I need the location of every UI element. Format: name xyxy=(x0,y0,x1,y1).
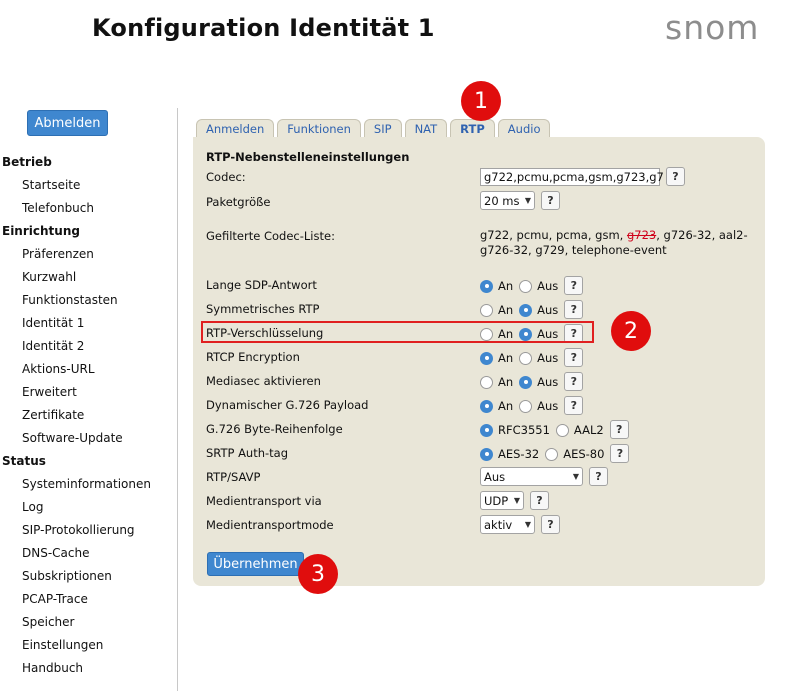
help-button-rtp-verschl-sselung[interactable]: ? xyxy=(564,324,583,343)
setting-label-rtcp-encryption: RTCP Encryption xyxy=(206,350,300,364)
radio-label: An xyxy=(498,278,514,293)
nav-item-aktions-url[interactable]: Aktions-URL xyxy=(22,362,95,376)
annotation-badge-2: 2 xyxy=(611,311,651,351)
radio-label: Aus xyxy=(537,374,559,389)
chevron-down-icon: ▼ xyxy=(524,520,531,529)
annotation-badge-3: 3 xyxy=(298,554,338,594)
setting-label-mediasec-aktivieren: Mediasec aktivieren xyxy=(206,374,321,388)
chevron-down-icon: ▼ xyxy=(524,196,531,205)
radio-label: AAL2 xyxy=(573,422,604,437)
page-title: Konfiguration Identität 1 xyxy=(92,14,435,42)
nav-item-pcap-trace[interactable]: PCAP-Trace xyxy=(22,592,88,606)
radio-label: An xyxy=(498,350,514,365)
snom-logo: snom xyxy=(665,8,760,47)
radio-mediasec-aktivieren-1[interactable] xyxy=(519,376,532,389)
sidebar-nav xyxy=(0,151,176,680)
media-transport-mode-control xyxy=(480,515,560,534)
sidebar-divider xyxy=(177,108,178,691)
radio-label: Aus xyxy=(537,302,559,317)
packet-size-select[interactable] xyxy=(480,191,535,210)
nav-item-zertifikate[interactable]: Zertifikate xyxy=(22,408,85,422)
setting-label-lange-sdp-antwort: Lange SDP-Antwort xyxy=(206,278,317,292)
setting-label-g-726-byte-reihenfolge: G.726 Byte-Reihenfolge xyxy=(206,422,343,436)
help-button-lange-sdp-antwort[interactable]: ? xyxy=(564,276,583,295)
radio-g-726-byte-reihenfolge-1[interactable] xyxy=(556,424,569,437)
highlight-box-rtp-encryption xyxy=(201,321,594,343)
tab-sip[interactable]: SIP xyxy=(364,119,402,138)
radio-label: An xyxy=(498,326,514,341)
nav-section-status: Status xyxy=(2,454,46,468)
media-transport-value: UDP xyxy=(484,493,509,508)
radio-group-dynamischer-g-726-payload xyxy=(480,396,583,415)
setting-label-symmetrisches-rtp: Symmetrisches RTP xyxy=(206,302,320,316)
nav-item-einstellungen[interactable]: Einstellungen xyxy=(22,638,104,652)
radio-dynamischer-g-726-payload-1[interactable] xyxy=(519,400,532,413)
help-button-dynamischer-g-726-payload[interactable]: ? xyxy=(564,396,583,415)
radio-label: An xyxy=(498,374,514,389)
radio-label: Aus xyxy=(537,326,559,341)
media-transport-mode-label: Medientransportmode xyxy=(206,518,334,532)
packet-size-value: 20 ms xyxy=(484,193,520,208)
codec-control xyxy=(480,167,685,186)
filtered-codec-label: Gefilterte Codec-Liste: xyxy=(206,229,335,243)
packet-size-label: Paketgröße xyxy=(206,195,271,209)
annotation-badge-1: 1 xyxy=(461,81,501,121)
radio-group-symmetrisches-rtp xyxy=(480,300,583,319)
section-title: RTP-Nebenstelleneinstellungen xyxy=(206,150,410,164)
nav-item-telefonbuch[interactable]: Telefonbuch xyxy=(22,201,94,215)
help-button-g-726-byte-reihenfolge[interactable]: ? xyxy=(610,420,629,439)
media-transport-mode-select[interactable] xyxy=(480,515,535,534)
help-button-media-transport[interactable]: ? xyxy=(530,491,549,510)
nav-item-kurzwahl[interactable]: Kurzwahl xyxy=(22,270,77,284)
radio-lange-sdp-antwort-1[interactable] xyxy=(519,280,532,293)
radio-label: An xyxy=(498,302,514,317)
radio-label: AES-32 xyxy=(498,446,540,461)
tab-audio[interactable]: Audio xyxy=(498,119,551,138)
radio-group-rtcp-encryption xyxy=(480,348,583,367)
radio-mediasec-aktivieren-0[interactable] xyxy=(480,376,493,389)
radio-label: Aus xyxy=(537,350,559,365)
tab-anmelden[interactable]: Anmelden xyxy=(196,119,274,138)
nav-item-subskriptionen[interactable]: Subskriptionen xyxy=(22,569,112,583)
nav-item-startseite[interactable]: Startseite xyxy=(22,178,81,192)
nav-item-handbuch[interactable]: Handbuch xyxy=(22,661,84,675)
radio-srtp-auth-tag-1[interactable] xyxy=(545,448,558,461)
radio-label: Aus xyxy=(537,398,559,413)
rtp-savp-control xyxy=(480,467,608,486)
rtp-savp-label: RTP/SAVP xyxy=(206,470,261,484)
nav-item-identitaet-2[interactable]: Identität 2 xyxy=(22,339,85,353)
media-transport-control xyxy=(480,491,549,510)
radio-group-lange-sdp-antwort xyxy=(480,276,583,295)
filtered-codec-list xyxy=(480,228,750,258)
nav-item-praeferenzen[interactable]: Präferenzen xyxy=(22,247,94,261)
nav-item-speicher[interactable]: Speicher xyxy=(22,615,75,629)
help-button-mediasec-aktivieren[interactable]: ? xyxy=(564,372,583,391)
tab-bar xyxy=(196,119,553,138)
help-button-rtcp-encryption[interactable]: ? xyxy=(564,348,583,367)
chevron-down-icon: ▼ xyxy=(513,496,520,505)
filtered-codec-struck: g723 xyxy=(626,228,657,242)
radio-lange-sdp-antwort-0[interactable] xyxy=(480,280,493,293)
apply-button[interactable]: Übernehmen xyxy=(207,552,304,576)
nav-item-funktionstasten[interactable]: Funktionstasten xyxy=(22,293,118,307)
nav-item-log[interactable]: Log xyxy=(22,500,44,514)
radio-srtp-auth-tag-0[interactable] xyxy=(480,448,493,461)
tab-funktionen[interactable]: Funktionen xyxy=(277,119,361,138)
help-button-codec[interactable]: ? xyxy=(666,167,685,186)
radio-label: An xyxy=(498,398,514,413)
nav-item-systeminformationen[interactable]: Systeminformationen xyxy=(22,477,151,491)
nav-item-erweitert[interactable]: Erweitert xyxy=(22,385,77,399)
nav-item-identitaet-1[interactable]: Identität 1 xyxy=(22,316,85,330)
help-button-rtp-savp[interactable]: ? xyxy=(589,467,608,486)
help-button-symmetrisches-rtp[interactable]: ? xyxy=(564,300,583,319)
radio-label: Aus xyxy=(537,278,559,293)
logout-button[interactable]: Abmelden xyxy=(27,110,108,136)
nav-item-dns-cache[interactable]: DNS-Cache xyxy=(22,546,90,560)
filtered-codec-part2: , g726-32, aal2-g726-32, g729, telephone-event xyxy=(480,228,748,257)
radio-symmetrisches-rtp-0[interactable] xyxy=(480,304,493,317)
radio-symmetrisches-rtp-1[interactable] xyxy=(519,304,532,317)
radio-group-mediasec-aktivieren xyxy=(480,372,583,391)
filtered-codec-part1: g722, pcmu, pcma, gsm, xyxy=(480,228,627,242)
help-button-packet-size[interactable]: ? xyxy=(541,191,560,210)
media-transport-select[interactable] xyxy=(480,491,524,510)
media-transport-label: Medientransport via xyxy=(206,494,322,508)
help-button-media-transport-mode[interactable]: ? xyxy=(541,515,560,534)
radio-rtcp-encryption-1[interactable] xyxy=(519,352,532,365)
radio-label: AES-80 xyxy=(563,446,605,461)
radio-dynamischer-g-726-payload-0[interactable] xyxy=(480,400,493,413)
setting-label-dynamischer-g-726-payload: Dynamischer G.726 Payload xyxy=(206,398,369,412)
help-button-srtp-auth-tag[interactable]: ? xyxy=(610,444,629,463)
nav-section-einrichtung: Einrichtung xyxy=(2,224,80,238)
radio-label: RFC3551 xyxy=(498,422,550,437)
setting-label-rtp-verschl-sselung: RTP-Verschlüsselung xyxy=(206,326,324,340)
rtp-savp-value: Aus xyxy=(484,469,506,484)
radio-group-g-726-byte-reihenfolge xyxy=(480,420,629,439)
nav-item-sip-protokollierung[interactable]: SIP-Protokollierung xyxy=(22,523,135,537)
radio-g-726-byte-reihenfolge-0[interactable] xyxy=(480,424,493,437)
radio-group-srtp-auth-tag xyxy=(480,444,629,463)
codec-input[interactable]: g722,pcmu,pcma,gsm,g723,g7 xyxy=(480,168,660,186)
tab-rtp[interactable]: RTP xyxy=(450,119,495,138)
tab-nat[interactable]: NAT xyxy=(405,119,448,138)
radio-rtcp-encryption-0[interactable] xyxy=(480,352,493,365)
chevron-down-icon: ▼ xyxy=(572,472,579,481)
nav-item-software-update[interactable]: Software-Update xyxy=(22,431,123,445)
media-transport-mode-value: aktiv xyxy=(484,517,513,532)
rtp-savp-select[interactable] xyxy=(480,467,583,486)
setting-label-srtp-auth-tag: SRTP Auth-tag xyxy=(206,446,289,460)
codec-label: Codec: xyxy=(206,170,246,184)
nav-section-betrieb: Betrieb xyxy=(2,155,52,169)
packet-size-control xyxy=(480,191,560,210)
